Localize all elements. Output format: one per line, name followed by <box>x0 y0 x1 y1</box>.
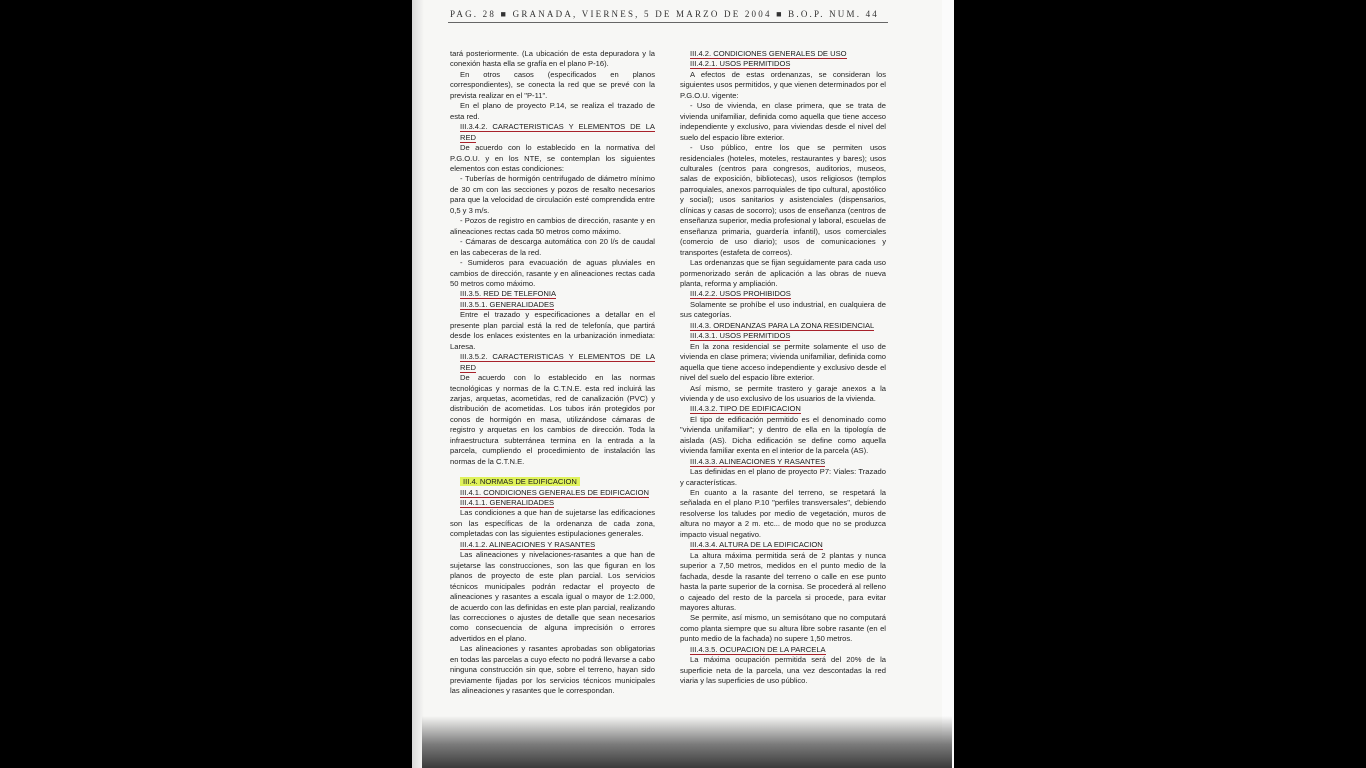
paragraph: - Uso público, entre los que se permiten usos residenciales (hoteles, moteles, restaurantes y bares); usos culturales (centros para congresos, auditorios, museos, salas de exposición, bibliotecas), usos religiosos (templos parroquiales, anexos parroquiales de tipo cultural, apostólico y social); usos sanitarios y asistenciales (dispensarios, clínicas y casas de socorro); usos de enseñanza (centros de enseñanza superior, media profesional y laboral, escuelas de enseñanza primaria, guardería infantil), usos comerciales (comercio de uso diario); usos de comunicaciones y transportes (estafeta de correos). <box>680 143 887 257</box>
section-heading-text: III.3.4.2. CARACTERISTICAS Y ELEMENTOS DE LA RED <box>460 122 655 142</box>
section-heading <box>450 289 655 299</box>
paragraph: - Cámaras de descarga automática con 20 l/s de caudal en las cabeceras de la red. <box>450 237 655 257</box>
section-heading-text: III.4.3.1. USOS PERMITIDOS <box>690 331 791 341</box>
section-heading <box>680 289 886 299</box>
section-heading <box>450 540 655 550</box>
section-heading-text: III.3.5.2. CARACTERISTICAS Y ELEMENTOS DE LA RED <box>460 352 655 372</box>
section-heading <box>680 331 886 341</box>
paragraph: De acuerdo con lo establecido en las normas tecnológicas y normas de la C.T.N.E. esta red incluirá las zarjas, arquetas, acometidas, red de canalización (PVC) y distribución de acometidas. Los tubos irán protegidos por conos de hormigón en masa, utilizándose cámaras de registro y arquetas en los cambios de dirección. Toda la infraestructura subterránea termina en la entrada a la parcela, cumpliendo el procedimiento de instalación las normas de la C.T.N.E. <box>450 373 655 466</box>
section-heading <box>450 488 655 498</box>
paragraph: Entre el trazado y especificaciones a detallar en el presente plan parcial está la red de telefonía, que partirá desde los enlaces existentes en la urbanización inmediata: Laresa. <box>450 310 655 351</box>
section-heading-text: III.4.3.5. OCUPACION DE LA PARCELA <box>690 644 826 654</box>
header-rule <box>448 22 888 23</box>
page-header: PAG. 28 ■ GRANADA, VIERNES, 5 DE MARZO DE 2004 ■ B.O.P. NUM. 44 <box>450 9 879 19</box>
section-heading <box>680 645 886 655</box>
section-heading-text: III.4.2.2. USOS PROHIBIDOS <box>690 289 791 299</box>
paragraph: - Sumideros para evacuación de aguas pluviales en cambios de dirección, rasante y en alineaciones rectas cada 50 metros como máximo. <box>450 258 655 288</box>
paragraph: Así mismo, se permite trastero y garaje anexos a la vivienda y de uso exclusivo de los usuarios de la vivienda. <box>680 383 886 403</box>
section-heading <box>680 404 886 414</box>
paragraph: Solamente se prohíbe el uso industrial, en cualquiera de sus categorías. <box>680 299 886 320</box>
paragraph: La altura máxima permitida será de 2 plantas y nunca superior a 7,50 metros, medidos en el punto medio de la fachada, desde la rasante del terreno o calle en ese punto hasta la parte superior de la cornisa. Se procederá al relleno o cajeado del resto de la parcela si procede, para evitar mayores alturas. <box>680 550 886 613</box>
paragraph: En la zona residencial se permite solamente el uso de vivienda en clase primera; vivienda unifamiliar, definida como aquella que tiene acceso independiente y exclusivo desde el nivel del suelo del espacio libre exterior. <box>680 341 886 383</box>
paragraph: En el plano de proyecto P.14, se realiza el trazado de esta red. <box>450 101 655 121</box>
paragraph: Las ordenanzas que se fijan seguidamente para cada uso pormenorizado serán de aplicación a las obras de nueva planta, reforma y ampliación. <box>680 258 886 288</box>
section-heading-text: III.4.1.1. GENERALIDADES <box>460 498 555 508</box>
section-heading <box>450 352 655 373</box>
paragraph: Las alineaciones y rasantes aprobadas son obligatorias en todas las parcelas a cuyo efecto no podrá llevarse a cabo ninguna construcción sin que, sobre el terreno, hayan sido previamente fijadas por los servicios técnicos municipales las alineaciones y rasantes que le correspondan. <box>450 644 655 696</box>
paragraph: En otros casos (especificados en planos correspondientes), se conecta la red que se prevé con la prevista realizar en el "P-11". <box>450 69 655 100</box>
paragraph: En cuanto a la rasante del terreno, se respetará la señalada en el plano P.10 "perfiles transversales", debiendo resolverse los taludes por medio de vegetación, muros de altura no mayor a 2 m. etc... de modo que no se produzca impacto visual negativo. <box>680 488 886 539</box>
section-heading <box>450 300 655 310</box>
paragraph: Las alineaciones y nivelaciones-rasantes a que han de sujetarse las construcciones, son las que figuran en los planos de proyecto de este plan parcial. Los servicios técnicos municipales podrán redactar el proyecto de alineaciones y rasantes a escala igual o mayor de 1:2.000, de acuerdo con las definidas en este plan parcial, realizando las correcciones o ajustes de detalle que sean necesarios como consecuencia de alguna imprecisión o errores advertidos en el plano. <box>450 550 655 643</box>
paragraph: - Pozos de registro en cambios de dirección, rasante y en alineaciones rectas cada 50 metros como máximo. <box>450 216 655 236</box>
section-heading <box>450 498 655 508</box>
section-heading <box>450 477 655 487</box>
scan-shadow <box>412 0 424 768</box>
paragraph: tará posteriormente. (La ubicación de esta depuradora y la conexión hasta ella se grafía en el plano P-16). <box>450 49 655 69</box>
scanned-page <box>412 0 954 768</box>
section-heading-text: III.4.1.2. ALINEACIONES Y RASANTES <box>460 539 596 549</box>
section-heading-text: III.4.3.4. ALTURA DE LA EDIFICACION <box>690 540 823 550</box>
section-heading-text: III.4.3.3. ALINEACIONES Y RASANTES <box>690 456 826 466</box>
scan-edge <box>942 0 954 768</box>
section-heading <box>680 321 886 331</box>
section-heading-text: III.4.3. ORDENANZAS PARA LA ZONA RESIDENCIAL <box>690 320 875 330</box>
section-heading <box>680 457 886 467</box>
section-heading <box>450 122 655 143</box>
paragraph: Las condiciones a que han de sujetarse las edificaciones son las específicas de la ordenanza de cada zona, completadas con las siguientes estipulaciones generales. <box>450 508 655 539</box>
scan-bottom-shadow <box>422 716 952 768</box>
paragraph: Se permite, así mismo, un semisótano que no computará como planta siempre que su altura libre sobre rasante (en el punto medio de la fachada) no supere 1,50 metros. <box>680 613 886 644</box>
paragraph: - Uso de vivienda, en clase primera, que se trata de vivienda unifamiliar, definida como aquella que tiene acceso independiente y exclusivo, para viviendas desde el nivel del suelo del espacio libre exterior. <box>680 101 886 142</box>
left-column <box>450 49 655 697</box>
section-heading-text: III.4.3.2. TIPO DE EDIFICACION <box>690 404 801 414</box>
right-column <box>680 49 886 687</box>
section-heading <box>680 540 886 550</box>
paragraph: De acuerdo con lo establecido en la normativa del P.G.O.U. y en los NTE, se contemplan los siguientes elementos con estas condiciones: <box>450 143 655 173</box>
paragraph: La máxima ocupación permitida será del 20% de la superficie neta de la parcela, una vez descontadas la red viaria y las superficies de uso público. <box>680 655 886 686</box>
section-heading-text: III.4.2.1. USOS PERMITIDOS <box>690 59 791 69</box>
paragraph: A efectos de estas ordenanzas, se consideran los siguientes usos permitidos, y que vienen determinados por el P.G.O.U. vigente: <box>680 69 886 100</box>
section-heading-text: III.4.1. CONDICIONES GENERALES DE EDIFICACION <box>460 487 650 497</box>
section-heading-text: III.3.5. RED DE TELEFONIA <box>460 289 557 299</box>
section-heading-text: III.4. NORMAS DE EDIFICACION <box>460 477 580 486</box>
paragraph: - Tuberías de hormigón centrifugado de diámetro mínimo de 30 cm con las secciones y pozos de resalto necesarios para que la velocidad de circulación esté comprendida entre 0,5 y 3 m/s. <box>450 174 655 215</box>
section-heading <box>680 59 886 69</box>
section-heading <box>680 49 886 59</box>
paragraph: El tipo de edificación permitido es el denominado como "vivienda unifamiliar"; y dentro de ella en la tipología de aislada (AS). Dicha edificación se define como aquella vivienda familiar exenta en el interior de la parcela (AS). <box>680 414 886 456</box>
section-heading-text: III.3.5.1. GENERALIDADES <box>460 299 555 309</box>
paragraph: Las definidas en el plano de proyecto P7: Viales: Trazado y características. <box>680 467 886 487</box>
section-heading-text: III.4.2. CONDICIONES GENERALES DE USO <box>690 49 847 58</box>
